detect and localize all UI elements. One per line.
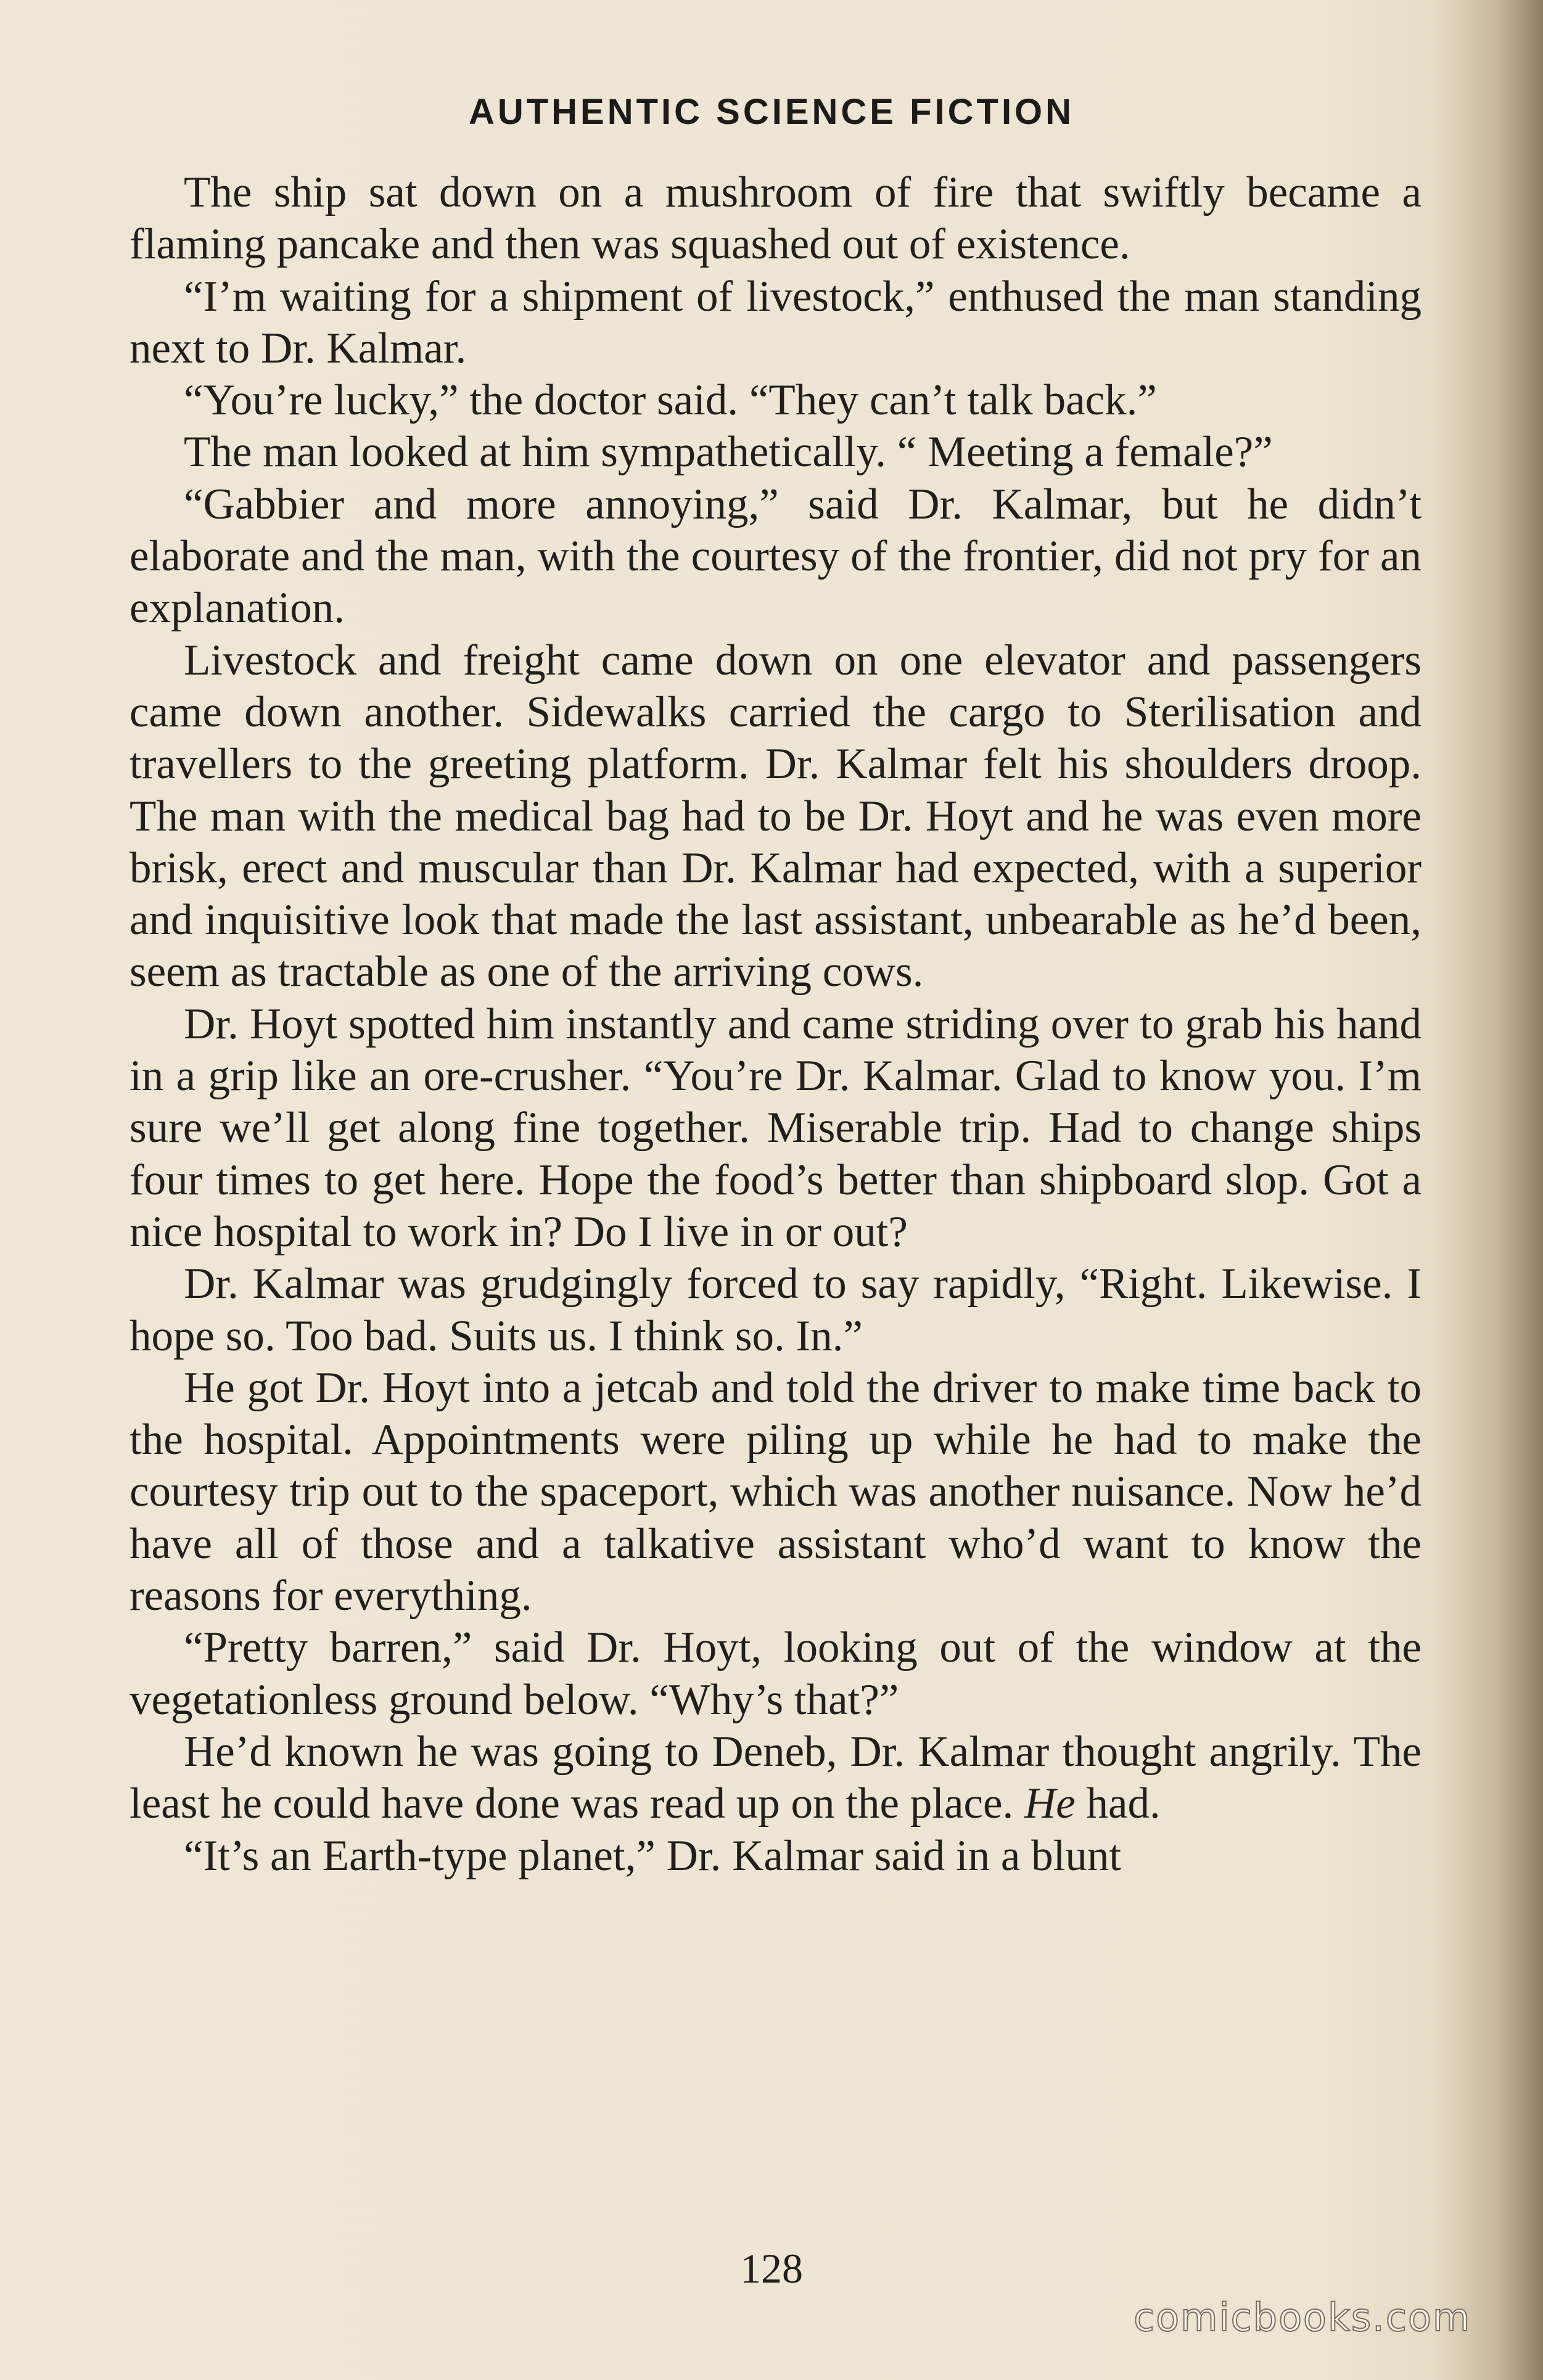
paragraph: “Pretty barren,” said Dr. Hoyt, looking out of the window at the vegetationless ground below. “Why’s that?” xyxy=(130,1623,1422,1724)
italic-emphasis: He xyxy=(1024,1779,1076,1828)
paragraph-text: He’d known he was going to Deneb, Dr. Kalmar thought angrily. The least he could have done was read up on the place. xyxy=(130,1727,1422,1828)
watermark: comicbooks.com xyxy=(1134,2295,1471,2340)
paragraph: Dr. Kalmar was grudgingly forced to say rapidly, “Right. Likewise. I hope so. Too bad. Suits us. I think so. In.” xyxy=(130,1260,1422,1360)
paragraph-text: had. xyxy=(1075,1779,1161,1828)
paragraph: The ship sat down on a mushroom of fire that swiftly became a flaming pancake and then was squashed out of existence. xyxy=(130,168,1422,269)
body-text xyxy=(130,166,1422,1882)
paragraph: The man looked at him sympathetically. “ Meeting a female?” xyxy=(184,428,1273,477)
page-number: 128 xyxy=(740,2245,803,2292)
paragraph: “You’re lucky,” the doctor said. “They can’t talk back.” xyxy=(184,376,1157,425)
paragraph: “Gabbier and more annoying,” said Dr. Kalmar, but he didn’t elaborate and the man, with the courtesy of the frontier, did not pry for an explanation. xyxy=(130,480,1422,633)
paragraph xyxy=(130,1726,1422,1830)
paragraph: “It’s an Earth-type planet,” Dr. Kalmar said in a blunt xyxy=(184,1831,1122,1880)
running-head: AUTHENTIC SCIENCE FICTION xyxy=(468,92,1075,132)
paragraph: He got Dr. Hoyt into a jetcab and told the driver to make time back to the hospital. Appointments were piling up while he had to make the courtesy trip out to the spaceport, which was another nuisance. Now he’d have all of those and a talkative assistant who’d want to know the reasons for everything. xyxy=(130,1363,1422,1620)
paragraph: “I’m waiting for a shipment of livestock,” enthused the man standing next to Dr. Kalmar. xyxy=(130,272,1422,372)
paragraph: Livestock and freight came down on one elevator and passengers came down another. Sidewalks carried the cargo to Sterilisation and travellers to the greeting platform. Dr. Kalmar felt his shoulders droop. The man with the medical bag had to be Dr. Hoyt and he was even more brisk, erect and muscular than Dr. Kalmar had expected, with a superior and inquisitive look that made the last assistant, unbearable as he’d been, seem as tractable as one of the arriving cows. xyxy=(130,636,1422,996)
paragraph: Dr. Hoyt spotted him instantly and came striding over to grab his hand in a grip like an ore-crusher. “You’re Dr. Kalmar. Glad to know you. I’m sure we’ll get along fine together. Miserable trip. Had to change ships four times to get here. Hope the food’s better than shipboard slop. Got a nice hospital to work in? Do I live in or out? xyxy=(130,999,1422,1256)
